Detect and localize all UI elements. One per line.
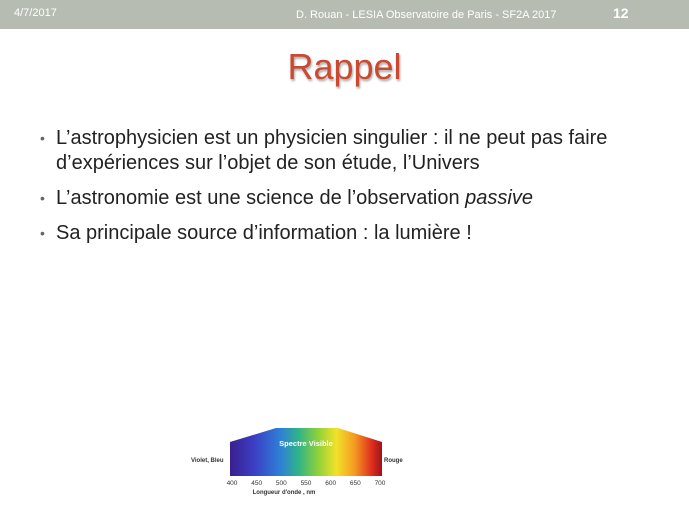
visible-spectrum-figure — [186, 418, 416, 500]
spectrum-tick-label: 400 — [226, 480, 238, 487]
bullet-text: Sa principale source d’information : la lumière ! — [56, 222, 472, 244]
spectrum-axis-label: Longueur d'onde , nm — [252, 490, 316, 496]
spectrum-tick-label: 500 — [275, 480, 287, 487]
bullet-text-italic: passive — [465, 187, 533, 209]
spectrum-left-label: Violet, Bleu — [191, 458, 224, 464]
spectrum-center-label: Spectre Visible — [279, 439, 333, 448]
bullet-item — [40, 221, 670, 246]
spectrum-band — [230, 428, 382, 476]
spectrum-tick-label: 600 — [325, 480, 337, 487]
bullet-text: L’astronomie est une science de l’observation — [56, 187, 466, 209]
bullet-item — [40, 126, 670, 176]
spectrum-tick-label: 650 — [349, 480, 361, 487]
slide-footer: D. Rouan - LESIA Observatoire de Paris - SF2A 2017 — [296, 9, 557, 21]
spectrum-tick-label: 550 — [300, 480, 312, 487]
header-bar — [0, 0, 689, 29]
slide-title: Rappel — [287, 46, 402, 87]
bullet-text: L’astrophysicien est un physicien singulier : il ne peut pas faire d’expériences sur l’objet de son étude, l’Univers — [56, 127, 608, 174]
slide-date: 4/7/2017 — [14, 7, 57, 19]
spectrum-tick-label: 450 — [251, 480, 263, 487]
spectrum-right-label: Rouge — [384, 458, 403, 464]
spectrum-tick-labels — [227, 480, 386, 487]
bullet-icon: • — [40, 225, 45, 241]
bullet-list — [40, 126, 670, 256]
slide-page-number: 12 — [613, 5, 629, 21]
spectrum-tick-label: 700 — [374, 480, 386, 487]
bullet-icon: • — [40, 190, 45, 206]
bullet-item — [40, 186, 670, 211]
bullet-icon: • — [40, 130, 45, 146]
